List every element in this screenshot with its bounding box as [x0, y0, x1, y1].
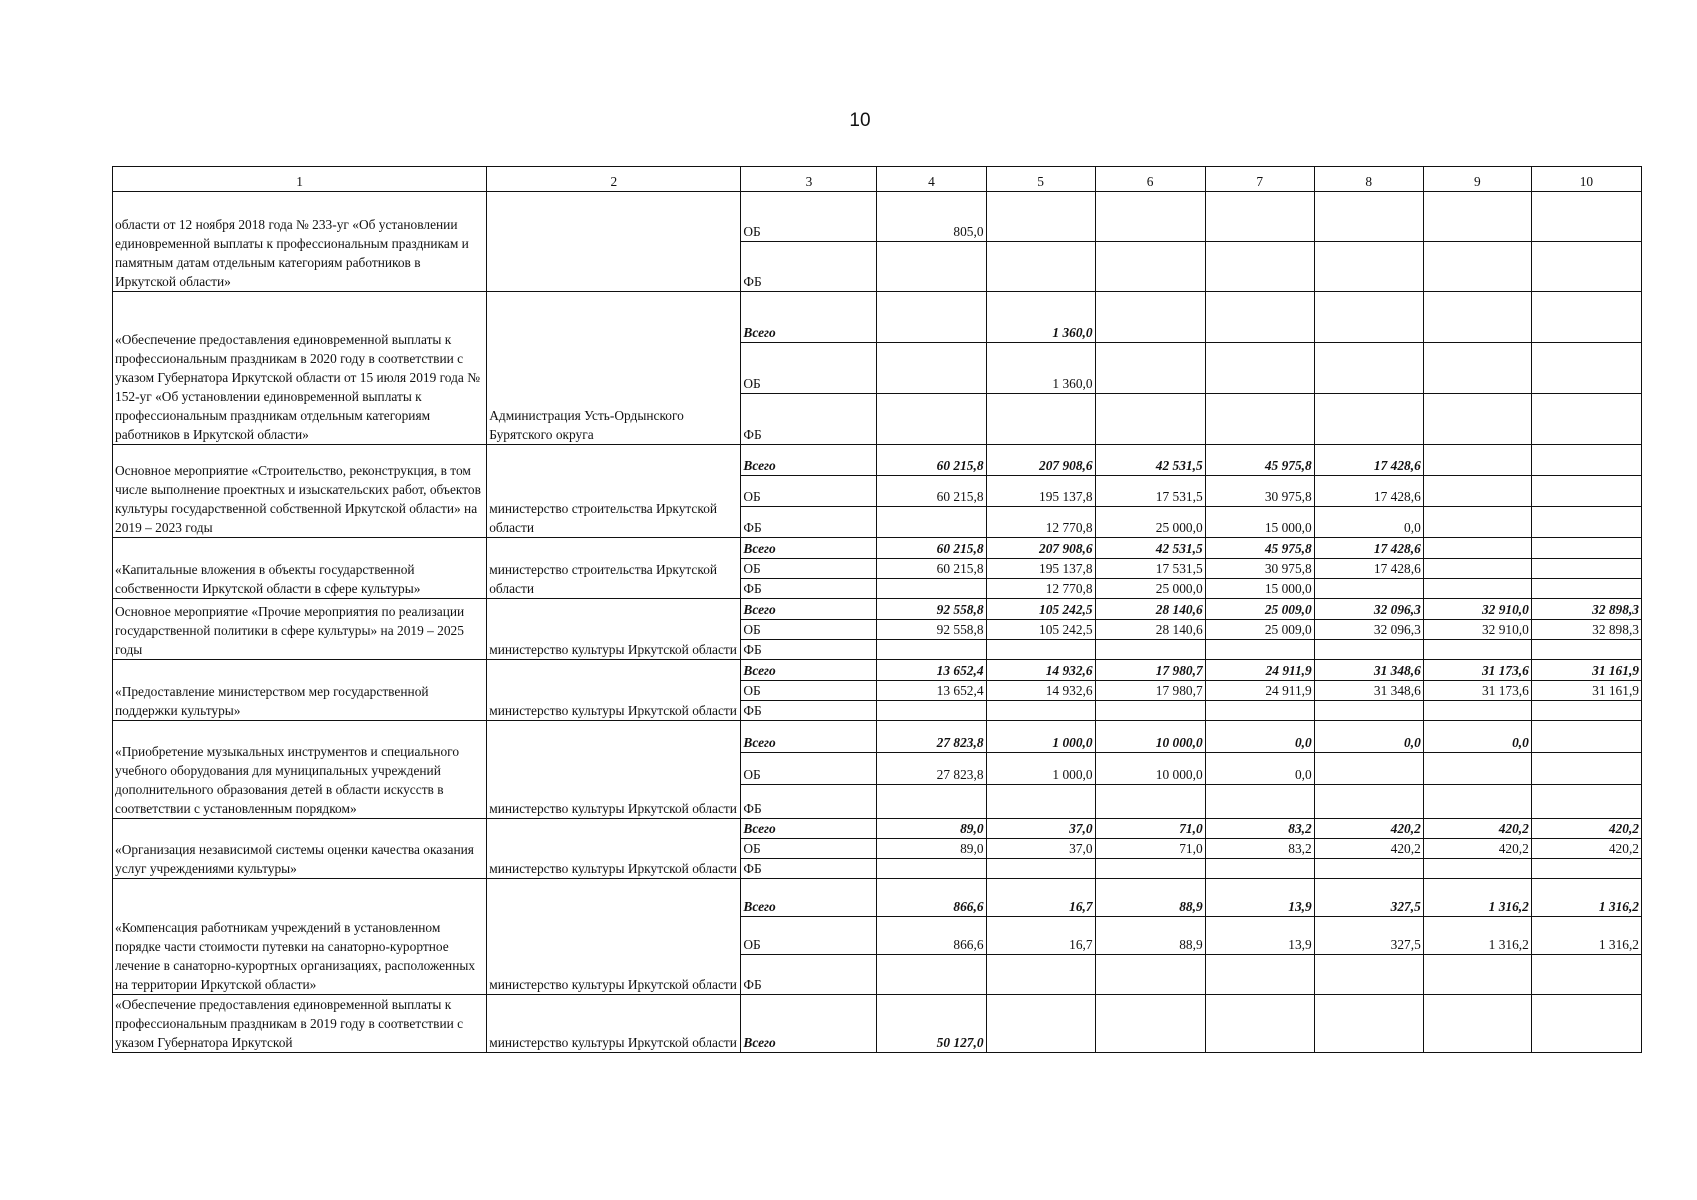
budget-table — [112, 166, 1642, 1053]
amount-cell — [877, 785, 986, 819]
amount-cell: 12 770,8 — [986, 579, 1095, 599]
header-row — [113, 167, 1642, 192]
amount-cell: 17 428,6 — [1314, 445, 1423, 476]
amount-cell: 88,9 — [1095, 917, 1205, 955]
amount-cell — [1531, 559, 1641, 579]
amount-cell: 14 932,6 — [986, 660, 1095, 681]
amount-cell: 32 910,0 — [1423, 620, 1531, 640]
amount-cell — [1531, 445, 1641, 476]
amount-cell — [1314, 995, 1423, 1053]
amount-cell — [1423, 559, 1531, 579]
amount-cell: 89,0 — [877, 839, 986, 859]
amount-cell — [1423, 292, 1531, 343]
amount-cell: 30 975,8 — [1205, 476, 1314, 507]
column-header: 6 — [1095, 167, 1205, 192]
amount-cell — [1423, 538, 1531, 559]
amount-cell — [986, 640, 1095, 660]
amount-cell: 1 316,2 — [1531, 917, 1641, 955]
amount-cell: 31 173,6 — [1423, 660, 1531, 681]
column-header: 9 — [1423, 167, 1531, 192]
funding-source-label: ОБ — [741, 343, 877, 394]
amount-cell — [986, 701, 1095, 721]
amount-cell — [877, 242, 986, 292]
amount-cell — [1314, 955, 1423, 995]
amount-cell — [877, 701, 986, 721]
funding-source-label: ФБ — [741, 859, 877, 879]
funding-source-label: ФБ — [741, 242, 877, 292]
amount-cell: 13,9 — [1205, 917, 1314, 955]
amount-cell: 92 558,8 — [877, 620, 986, 640]
amount-cell: 92 558,8 — [877, 599, 986, 620]
amount-cell: 88,9 — [1095, 879, 1205, 917]
table-row — [113, 660, 1642, 681]
amount-cell: 32 898,3 — [1531, 620, 1641, 640]
amount-cell: 24 911,9 — [1205, 681, 1314, 701]
amount-cell: 105 242,5 — [986, 599, 1095, 620]
executor-name — [487, 192, 741, 292]
executor-name: министерство культуры Иркутской области — [487, 599, 741, 660]
amount-cell — [1205, 859, 1314, 879]
amount-cell — [877, 507, 986, 538]
amount-cell — [986, 955, 1095, 995]
amount-cell: 420,2 — [1531, 839, 1641, 859]
amount-cell — [1531, 579, 1641, 599]
amount-cell: 420,2 — [1314, 819, 1423, 839]
funding-source-label: ФБ — [741, 579, 877, 599]
amount-cell — [1095, 292, 1205, 343]
amount-cell: 0,0 — [1314, 721, 1423, 753]
funding-source-label: ФБ — [741, 507, 877, 538]
amount-cell — [1314, 753, 1423, 785]
amount-cell — [1205, 701, 1314, 721]
amount-cell — [1205, 192, 1314, 242]
amount-cell — [1423, 343, 1531, 394]
page-number: 10 — [849, 110, 871, 131]
amount-cell — [1205, 640, 1314, 660]
amount-cell — [1314, 640, 1423, 660]
amount-cell: 1 000,0 — [986, 721, 1095, 753]
amount-cell: 420,2 — [1531, 819, 1641, 839]
activity-description: Основное мероприятие «Строительство, реконструкция, в том числе выполнение проектных и изыскательских работ, объектов культуры государственной собственной Иркутской области» на 2019 – 2023 годы — [113, 445, 487, 538]
activity-description: «Компенсация работникам учреждений в установленном порядке части стоимости путевки на санаторно-курортное лечение в санаторно-курортных организациях, расположенных на территории Иркутской области» — [113, 879, 487, 995]
funding-source-label: ФБ — [741, 394, 877, 445]
amount-cell: 1 360,0 — [986, 343, 1095, 394]
activity-description: «Обеспечение предоставления единовременной выплаты к профессиональным праздникам в 2019 году в соответствии с указом Губернатора Иркутской — [113, 995, 487, 1053]
amount-cell: 60 215,8 — [877, 538, 986, 559]
amount-cell: 45 975,8 — [1205, 538, 1314, 559]
amount-cell: 0,0 — [1423, 721, 1531, 753]
amount-cell: 16,7 — [986, 917, 1095, 955]
executor-name: министерство культуры Иркутской области — [487, 819, 741, 879]
amount-cell: 10 000,0 — [1095, 753, 1205, 785]
amount-cell: 207 908,6 — [986, 538, 1095, 559]
amount-cell: 31 348,6 — [1314, 681, 1423, 701]
amount-cell: 25 009,0 — [1205, 599, 1314, 620]
funding-source-label: ОБ — [741, 753, 877, 785]
column-header: 1 — [113, 167, 487, 192]
amount-cell: 1 316,2 — [1423, 879, 1531, 917]
amount-cell — [1423, 579, 1531, 599]
table-row — [113, 995, 1642, 1053]
amount-cell — [986, 995, 1095, 1053]
amount-cell: 32 096,3 — [1314, 620, 1423, 640]
amount-cell: 13 652,4 — [877, 681, 986, 701]
column-header: 8 — [1314, 167, 1423, 192]
amount-cell — [1095, 394, 1205, 445]
amount-cell: 1 316,2 — [1531, 879, 1641, 917]
amount-cell — [1423, 476, 1531, 507]
column-header: 10 — [1531, 167, 1641, 192]
funding-source-label: ОБ — [741, 192, 877, 242]
funding-source-label: Всего — [741, 721, 877, 753]
amount-cell — [986, 394, 1095, 445]
amount-cell: 31 173,6 — [1423, 681, 1531, 701]
amount-cell — [1423, 859, 1531, 879]
amount-cell — [1531, 538, 1641, 559]
amount-cell — [877, 343, 986, 394]
funding-source-label: ОБ — [741, 917, 877, 955]
amount-cell: 17 980,7 — [1095, 681, 1205, 701]
amount-cell: 89,0 — [877, 819, 986, 839]
executor-name: министерство строительства Иркутской области — [487, 538, 741, 599]
amount-cell — [1423, 701, 1531, 721]
amount-cell — [1314, 859, 1423, 879]
amount-cell — [1531, 476, 1641, 507]
funding-source-label: Всего — [741, 538, 877, 559]
amount-cell — [1095, 640, 1205, 660]
amount-cell — [1314, 343, 1423, 394]
amount-cell: 16,7 — [986, 879, 1095, 917]
amount-cell: 28 140,6 — [1095, 599, 1205, 620]
amount-cell: 1 360,0 — [986, 292, 1095, 343]
funding-source-label: ФБ — [741, 955, 877, 995]
amount-cell: 805,0 — [877, 192, 986, 242]
amount-cell: 25 009,0 — [1205, 620, 1314, 640]
amount-cell: 42 531,5 — [1095, 538, 1205, 559]
amount-cell — [1423, 507, 1531, 538]
table-row — [113, 192, 1642, 242]
amount-cell: 0,0 — [1205, 753, 1314, 785]
amount-cell — [1423, 785, 1531, 819]
amount-cell: 83,2 — [1205, 819, 1314, 839]
table-row — [113, 721, 1642, 753]
amount-cell — [1205, 955, 1314, 995]
amount-cell: 71,0 — [1095, 819, 1205, 839]
amount-cell — [877, 859, 986, 879]
funding-source-label: ОБ — [741, 681, 877, 701]
amount-cell: 30 975,8 — [1205, 559, 1314, 579]
amount-cell — [1205, 785, 1314, 819]
funding-source-label: Всего — [741, 819, 877, 839]
amount-cell — [1205, 394, 1314, 445]
amount-cell — [1423, 242, 1531, 292]
amount-cell — [1095, 785, 1205, 819]
amount-cell — [877, 640, 986, 660]
table-row — [113, 599, 1642, 620]
amount-cell: 17 980,7 — [1095, 660, 1205, 681]
amount-cell — [986, 192, 1095, 242]
amount-cell: 32 910,0 — [1423, 599, 1531, 620]
amount-cell: 28 140,6 — [1095, 620, 1205, 640]
amount-cell — [1531, 995, 1641, 1053]
funding-source-label: Всего — [741, 995, 877, 1053]
amount-cell — [1205, 292, 1314, 343]
column-header: 5 — [986, 167, 1095, 192]
amount-cell — [1095, 192, 1205, 242]
column-header: 7 — [1205, 167, 1314, 192]
amount-cell — [1205, 995, 1314, 1053]
amount-cell: 195 137,8 — [986, 476, 1095, 507]
amount-cell: 50 127,0 — [877, 995, 986, 1053]
funding-source-label: Всего — [741, 292, 877, 343]
funding-source-label: ФБ — [741, 640, 877, 660]
amount-cell: 15 000,0 — [1205, 579, 1314, 599]
amount-cell — [1423, 445, 1531, 476]
funding-source-label: ФБ — [741, 701, 877, 721]
amount-cell — [1531, 292, 1641, 343]
amount-cell: 207 908,6 — [986, 445, 1095, 476]
amount-cell — [1314, 701, 1423, 721]
executor-name: министерство культуры Иркутской области — [487, 721, 741, 819]
amount-cell: 71,0 — [1095, 839, 1205, 859]
amount-cell: 83,2 — [1205, 839, 1314, 859]
amount-cell: 24 911,9 — [1205, 660, 1314, 681]
executor-name: Администрация Усть-Ордынского Бурятского округа — [487, 292, 741, 445]
amount-cell — [1423, 192, 1531, 242]
activity-description: «Обеспечение предоставления единовременной выплаты к профессиональным праздникам в 2020 году в соответствии с указом Губернатора Иркутской области от 15 июля 2019 года № 152-уг «Об установлении единовременной выплаты к профессиональным праздникам отдельным категориям работников в Иркутской области» — [113, 292, 487, 445]
amount-cell: 17 531,5 — [1095, 476, 1205, 507]
activity-description: «Предоставление министерством мер государственной поддержки культуры» — [113, 660, 487, 721]
amount-cell — [877, 292, 986, 343]
amount-cell — [1095, 701, 1205, 721]
amount-cell — [1095, 995, 1205, 1053]
amount-cell — [1423, 753, 1531, 785]
amount-cell — [1095, 242, 1205, 292]
amount-cell — [1423, 640, 1531, 660]
amount-cell — [1531, 192, 1641, 242]
amount-cell — [1531, 753, 1641, 785]
amount-cell — [986, 242, 1095, 292]
amount-cell — [1423, 955, 1531, 995]
amount-cell: 327,5 — [1314, 879, 1423, 917]
executor-name: министерство культуры Иркутской области — [487, 995, 741, 1053]
amount-cell — [1205, 242, 1314, 292]
amount-cell: 10 000,0 — [1095, 721, 1205, 753]
activity-description: «Приобретение музыкальных инструментов и специального учебного оборудования для муниципальных учреждений дополнительного образования детей в области искусств в соответствии с установленным порядком» — [113, 721, 487, 819]
activity-description: «Капитальные вложения в объекты государственной собственности Иркутской области в сфере культуры» — [113, 538, 487, 599]
amount-cell: 60 215,8 — [877, 476, 986, 507]
amount-cell — [1314, 394, 1423, 445]
amount-cell — [877, 394, 986, 445]
amount-cell: 195 137,8 — [986, 559, 1095, 579]
amount-cell — [986, 859, 1095, 879]
amount-cell — [1095, 343, 1205, 394]
amount-cell — [1095, 859, 1205, 879]
amount-cell: 60 215,8 — [877, 559, 986, 579]
executor-name: министерство культуры Иркутской области — [487, 660, 741, 721]
amount-cell: 13 652,4 — [877, 660, 986, 681]
amount-cell: 12 770,8 — [986, 507, 1095, 538]
amount-cell — [986, 785, 1095, 819]
funding-source-label: Всего — [741, 599, 877, 620]
amount-cell — [1205, 343, 1314, 394]
amount-cell — [1423, 394, 1531, 445]
amount-cell: 866,6 — [877, 879, 986, 917]
amount-cell — [1314, 785, 1423, 819]
amount-cell: 420,2 — [1314, 839, 1423, 859]
executor-name: министерство строительства Иркутской области — [487, 445, 741, 538]
table-row — [113, 538, 1642, 559]
amount-cell — [1531, 859, 1641, 879]
executor-name: министерство культуры Иркутской области — [487, 879, 741, 995]
column-header: 2 — [487, 167, 741, 192]
amount-cell: 27 823,8 — [877, 721, 986, 753]
amount-cell — [1531, 701, 1641, 721]
amount-cell — [1531, 507, 1641, 538]
amount-cell — [1095, 955, 1205, 995]
amount-cell: 31 348,6 — [1314, 660, 1423, 681]
table-row — [113, 292, 1642, 343]
table-row — [113, 879, 1642, 917]
amount-cell: 866,6 — [877, 917, 986, 955]
amount-cell: 17 428,6 — [1314, 538, 1423, 559]
amount-cell: 105 242,5 — [986, 620, 1095, 640]
amount-cell — [1531, 955, 1641, 995]
activity-description: области от 12 ноября 2018 года № 233-уг «Об установлении единовременной выплаты к профессиональным праздникам и памятным датам отдельным категориям работников в Иркутской области» — [113, 192, 487, 292]
amount-cell: 15 000,0 — [1205, 507, 1314, 538]
amount-cell: 0,0 — [1205, 721, 1314, 753]
amount-cell — [1531, 785, 1641, 819]
amount-cell: 31 161,9 — [1531, 660, 1641, 681]
amount-cell: 42 531,5 — [1095, 445, 1205, 476]
amount-cell — [1314, 192, 1423, 242]
amount-cell: 37,0 — [986, 819, 1095, 839]
amount-cell: 17 428,6 — [1314, 559, 1423, 579]
amount-cell: 420,2 — [1423, 819, 1531, 839]
amount-cell: 25 000,0 — [1095, 507, 1205, 538]
amount-cell: 1 000,0 — [986, 753, 1095, 785]
activity-description: «Организация независимой системы оценки качества оказания услуг учреждениями культуры» — [113, 819, 487, 879]
funding-source-label: ОБ — [741, 476, 877, 507]
amount-cell: 27 823,8 — [877, 753, 986, 785]
funding-source-label: ФБ — [741, 785, 877, 819]
activity-description: Основное мероприятие «Прочие мероприятия по реализации государственной политики в сфере культуры» на 2019 – 2025 годы — [113, 599, 487, 660]
amount-cell — [877, 579, 986, 599]
table-row — [113, 819, 1642, 839]
amount-cell: 420,2 — [1423, 839, 1531, 859]
funding-source-label: Всего — [741, 660, 877, 681]
amount-cell: 25 000,0 — [1095, 579, 1205, 599]
amount-cell — [1531, 242, 1641, 292]
amount-cell: 37,0 — [986, 839, 1095, 859]
amount-cell: 60 215,8 — [877, 445, 986, 476]
amount-cell: 32 096,3 — [1314, 599, 1423, 620]
amount-cell — [1531, 343, 1641, 394]
amount-cell — [1531, 394, 1641, 445]
funding-source-label: ОБ — [741, 620, 877, 640]
amount-cell: 45 975,8 — [1205, 445, 1314, 476]
funding-source-label: Всего — [741, 445, 877, 476]
amount-cell: 13,9 — [1205, 879, 1314, 917]
amount-cell — [1423, 995, 1531, 1053]
amount-cell: 327,5 — [1314, 917, 1423, 955]
amount-cell — [1314, 242, 1423, 292]
amount-cell: 1 316,2 — [1423, 917, 1531, 955]
amount-cell: 31 161,9 — [1531, 681, 1641, 701]
column-header: 4 — [877, 167, 986, 192]
amount-cell — [1314, 292, 1423, 343]
table-row — [113, 445, 1642, 476]
amount-cell: 0,0 — [1314, 507, 1423, 538]
amount-cell — [1531, 721, 1641, 753]
funding-source-label: ОБ — [741, 839, 877, 859]
amount-cell — [1531, 640, 1641, 660]
amount-cell: 32 898,3 — [1531, 599, 1641, 620]
column-header: 3 — [741, 167, 877, 192]
amount-cell — [877, 955, 986, 995]
funding-source-label: ОБ — [741, 559, 877, 579]
amount-cell: 17 531,5 — [1095, 559, 1205, 579]
amount-cell: 14 932,6 — [986, 681, 1095, 701]
funding-source-label: Всего — [741, 879, 877, 917]
amount-cell: 17 428,6 — [1314, 476, 1423, 507]
amount-cell — [1314, 579, 1423, 599]
